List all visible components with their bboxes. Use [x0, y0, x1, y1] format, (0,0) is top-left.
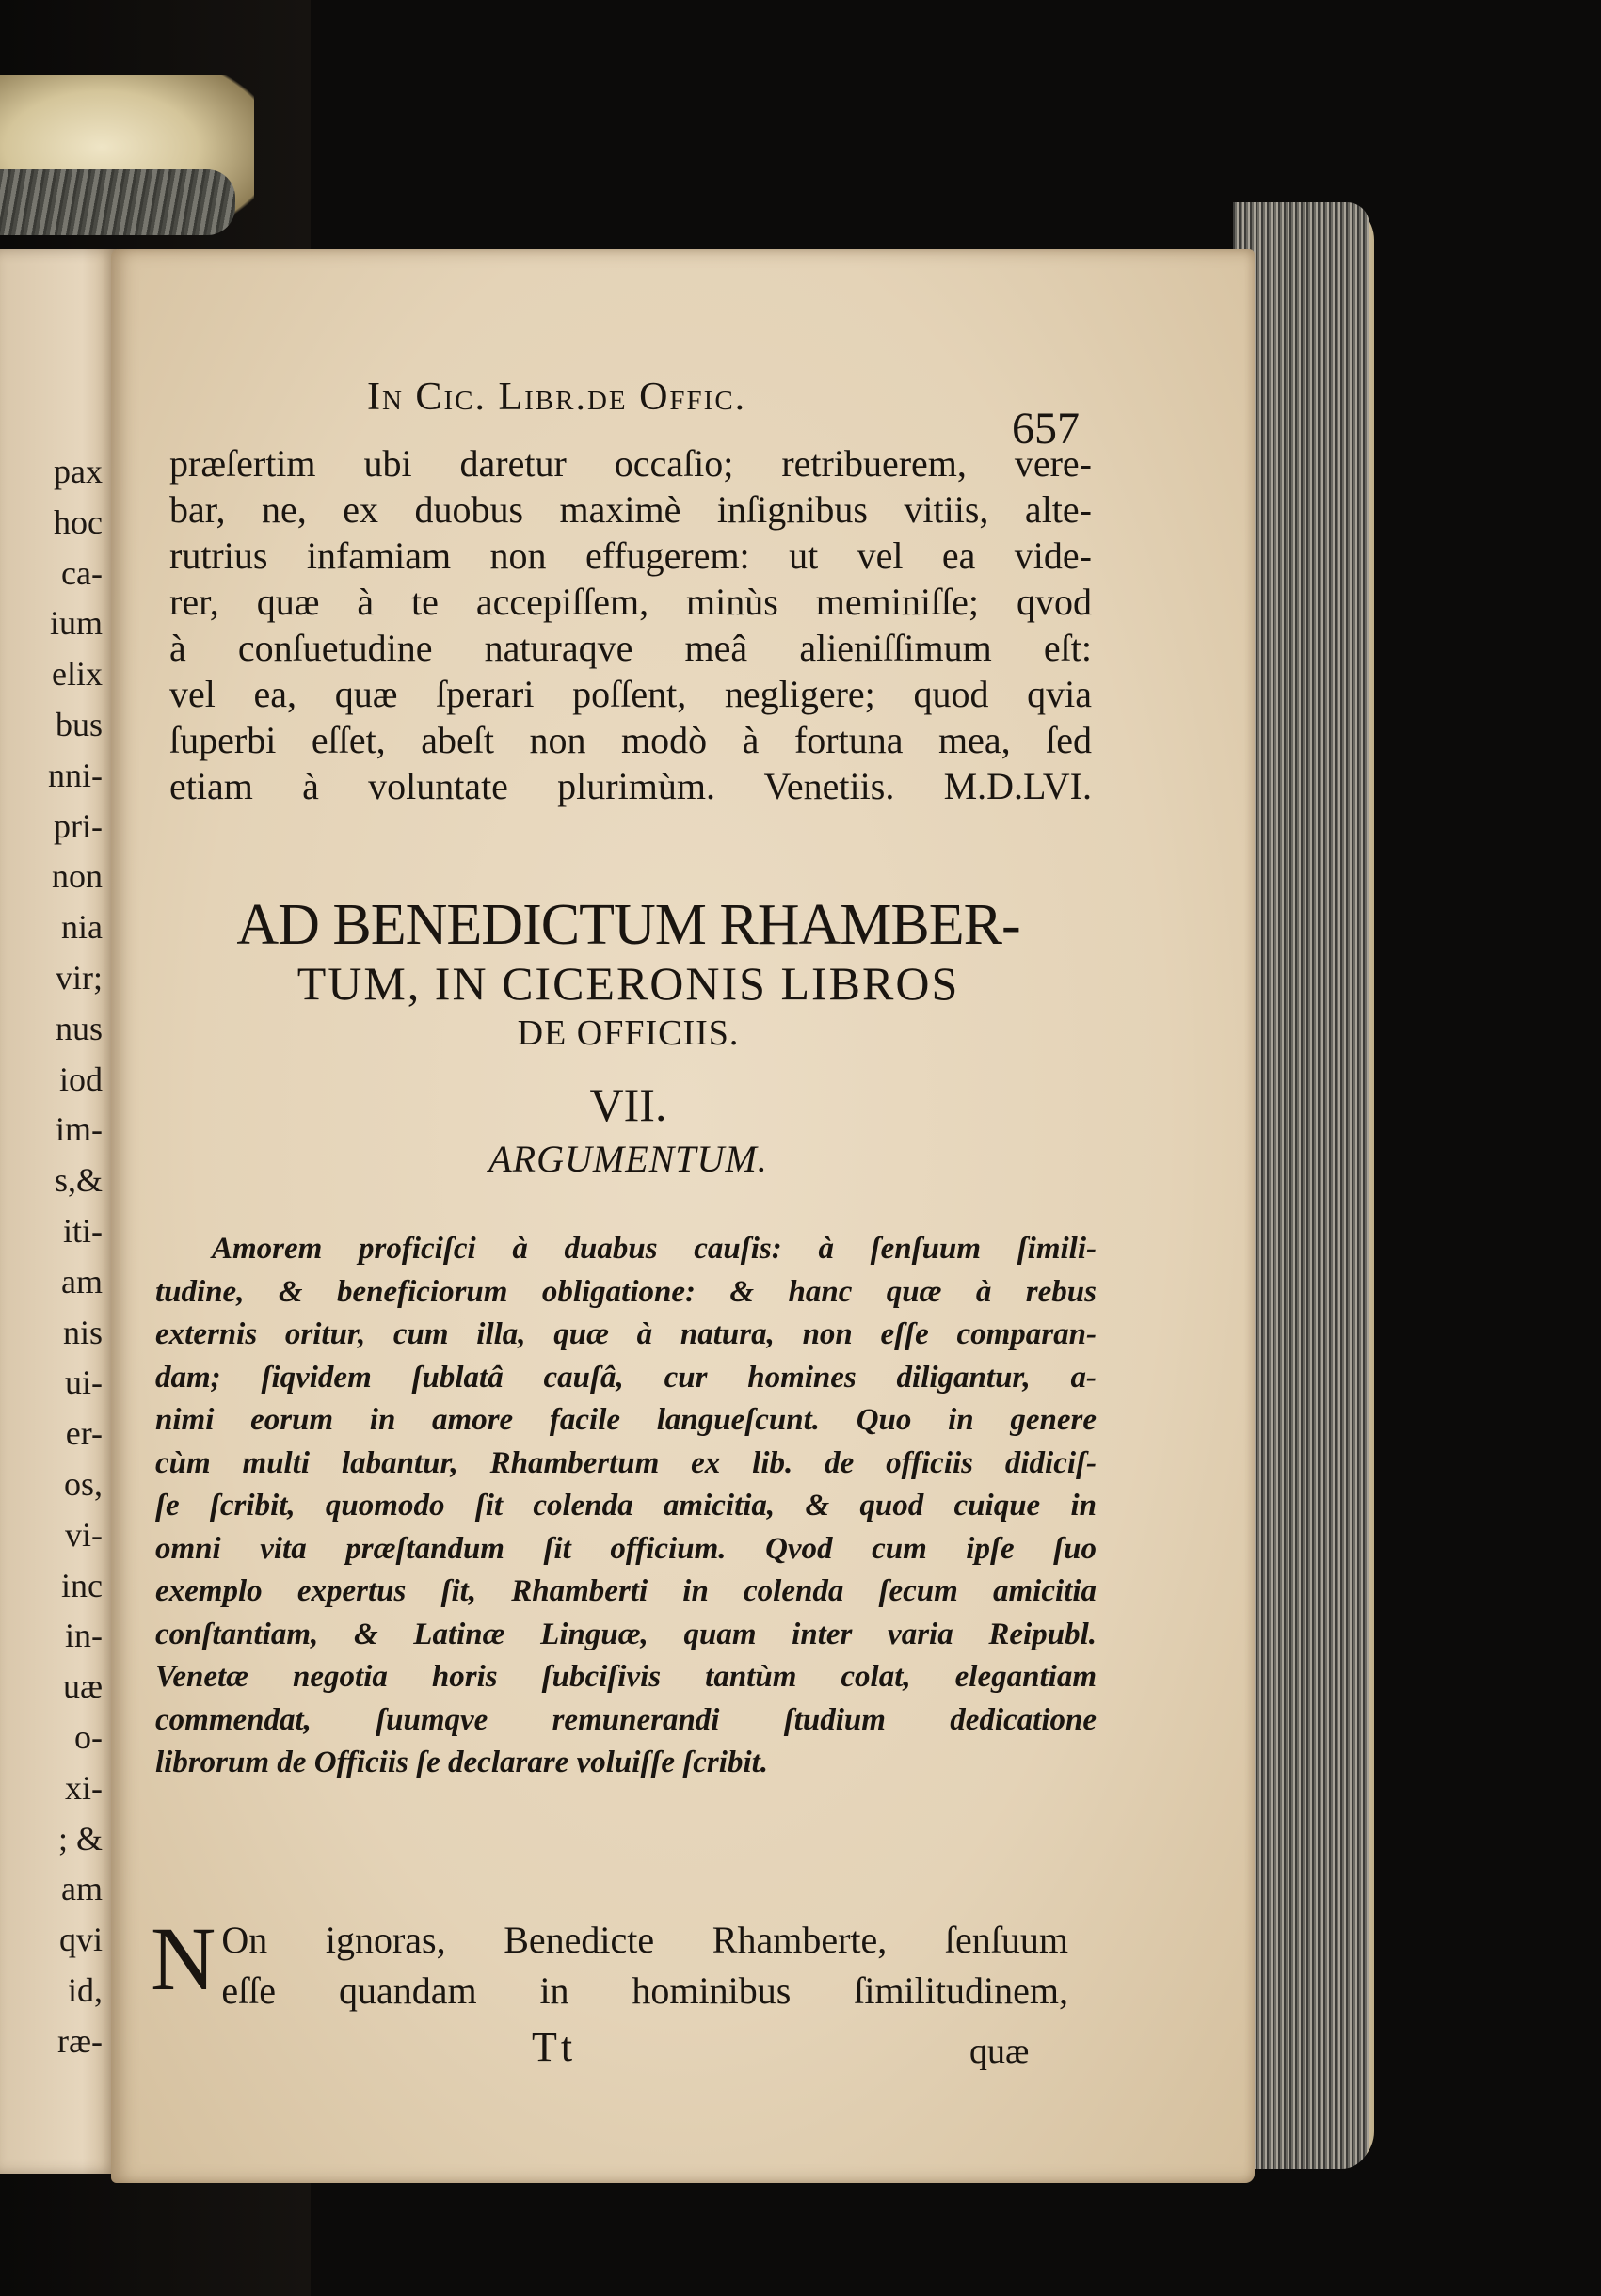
binding-band [0, 169, 235, 235]
text-line: præſertim ubi daretur occaſio; retribuerem, vere- [169, 442, 1092, 485]
argument-title: ARGUMENTUM. [488, 1138, 768, 1180]
margin-line: er- [65, 1414, 103, 1453]
text-line: ſuperbi eſſet, abeſt non modò à fortuna mea, ſed [169, 719, 1092, 761]
text-line: vel ea, quæ ſperari poſſent, negligere; quod qvia [169, 673, 1092, 715]
margin-line: o- [74, 1717, 103, 1756]
facing-page-text [48, 447, 103, 2067]
heading-line-3: DE OFFICIIS. [517, 1013, 740, 1053]
argument-line: Amorem proficiſci à duabus cauſis: à ſenſuum ſimili- [212, 1232, 1097, 1266]
drop-cap: N [151, 1908, 216, 2009]
margin-line: im- [56, 1110, 103, 1149]
margin-line: inc [61, 1566, 103, 1604]
text-line: rutrius infamiam non effugerem: ut vel ea vide- [169, 534, 1092, 577]
margin-line: xi- [65, 1768, 103, 1807]
margin-line: nus [55, 1009, 103, 1047]
argument-line: exemplo expertus ſit, Rhamberti in colenda ſecum amicitia [155, 1574, 1097, 1608]
margin-line: nia [61, 908, 103, 947]
margin-line: pri- [54, 806, 103, 845]
catchword: quæ [969, 2032, 1030, 2071]
margin-line: elix [52, 655, 103, 694]
margin-line: iti- [63, 1211, 103, 1250]
argument-line: librorum de Officiis ſe declarare voluiſſe ſcribit. [155, 1746, 769, 1779]
margin-line: non [52, 857, 103, 896]
heading-line-2: TUM, IN CICERONIS LIBROS [296, 957, 960, 1010]
paragraph-line: eſſe quandam in hominibus ſimilitudinem, [221, 1969, 1068, 2012]
margin-line: vir; [56, 958, 103, 997]
argument-line: dam; ſiqvidem ſublatâ cauſâ, cur homines diligantur, a- [155, 1360, 1097, 1395]
margin-line: in- [65, 1617, 103, 1655]
margin-line: ium [49, 604, 103, 643]
argument-line: ſe ſcribit, quomodo ſit colenda amicitia, & quod cuique in [155, 1489, 1097, 1523]
running-title: In Cic. Libr.de Offic. [367, 375, 747, 419]
margin-line: bus [55, 705, 103, 743]
letter-opening [151, 1908, 1068, 2017]
facing-page [0, 249, 118, 2174]
margin-line: hoc [54, 502, 103, 541]
section-heading [165, 894, 1092, 1186]
margin-line: iod [58, 1060, 103, 1098]
paragraph-line: On ignoras, Benedicte Rhamberte, ſenſuum [221, 1919, 1068, 1961]
text-line: bar, ne, ex duobus maximè inſignibus vitiis, alte- [169, 488, 1092, 531]
margin-line: am [61, 1262, 103, 1300]
margin-line: ; & [57, 1819, 103, 1858]
margin-line: ca- [61, 553, 103, 592]
margin-line: vi- [65, 1515, 103, 1554]
margin-line: uæ [62, 1667, 103, 1706]
heading-line-1: AD BENEDICTUM RHAMBER- [236, 893, 1020, 957]
section-number: VII. [589, 1078, 667, 1131]
margin-line: nis [62, 1313, 103, 1351]
margin-line: qvi [58, 1921, 103, 1959]
argument-line: conſtantiam, & Latinæ Linguæ, quam inter varia Reipubl. [155, 1617, 1097, 1651]
margin-line: s,& [54, 1161, 103, 1200]
text-line: rer, quæ à te accepiſſem, minùs meminiſſe; qvod [169, 581, 1092, 623]
margin-line: am [61, 1870, 103, 1908]
page-number: 657 [1012, 404, 1080, 454]
margin-line: pax [54, 453, 103, 490]
argument-line: cùm multi labantur, Rhambertum ex lib. de officiis didiciſ- [155, 1445, 1097, 1480]
argument-line: nimi eorum in amore facile langueſcunt. Quo in genere [155, 1403, 1097, 1437]
margin-line: ui- [65, 1363, 103, 1402]
argument-text [155, 1228, 1097, 1785]
body-text [169, 440, 1092, 809]
signature-mark: Tt [532, 2024, 577, 2070]
margin-line: ræ- [57, 2021, 103, 2060]
text-line: etiam à voluntate plurimùm. Venetiis. M.D.LVI. [169, 765, 1092, 807]
argument-line: Venetæ negotia horis ſubciſivis tantùm colat, elegantiam [155, 1660, 1097, 1694]
argument-line: externis oritur, cum illa, quæ à natura, non eſſe comparan- [155, 1317, 1097, 1351]
argument-line: omni vita præſtandum ſit officium. Qvod cum ipſe ſuo [155, 1531, 1097, 1566]
margin-line: id, [67, 1970, 103, 2009]
margin-line: os, [63, 1464, 103, 1503]
margin-line: nni- [48, 756, 103, 794]
argument-line: commendat, ſuumqve remunerandi ſtudium dedicatione [155, 1702, 1097, 1737]
argument-line: tudine, & beneficiorum obligatione: & hanc quæ à rebus [155, 1274, 1097, 1309]
text-line: à conſuetudine naturaqve meâ alieniſſimum eſt: [169, 627, 1092, 669]
